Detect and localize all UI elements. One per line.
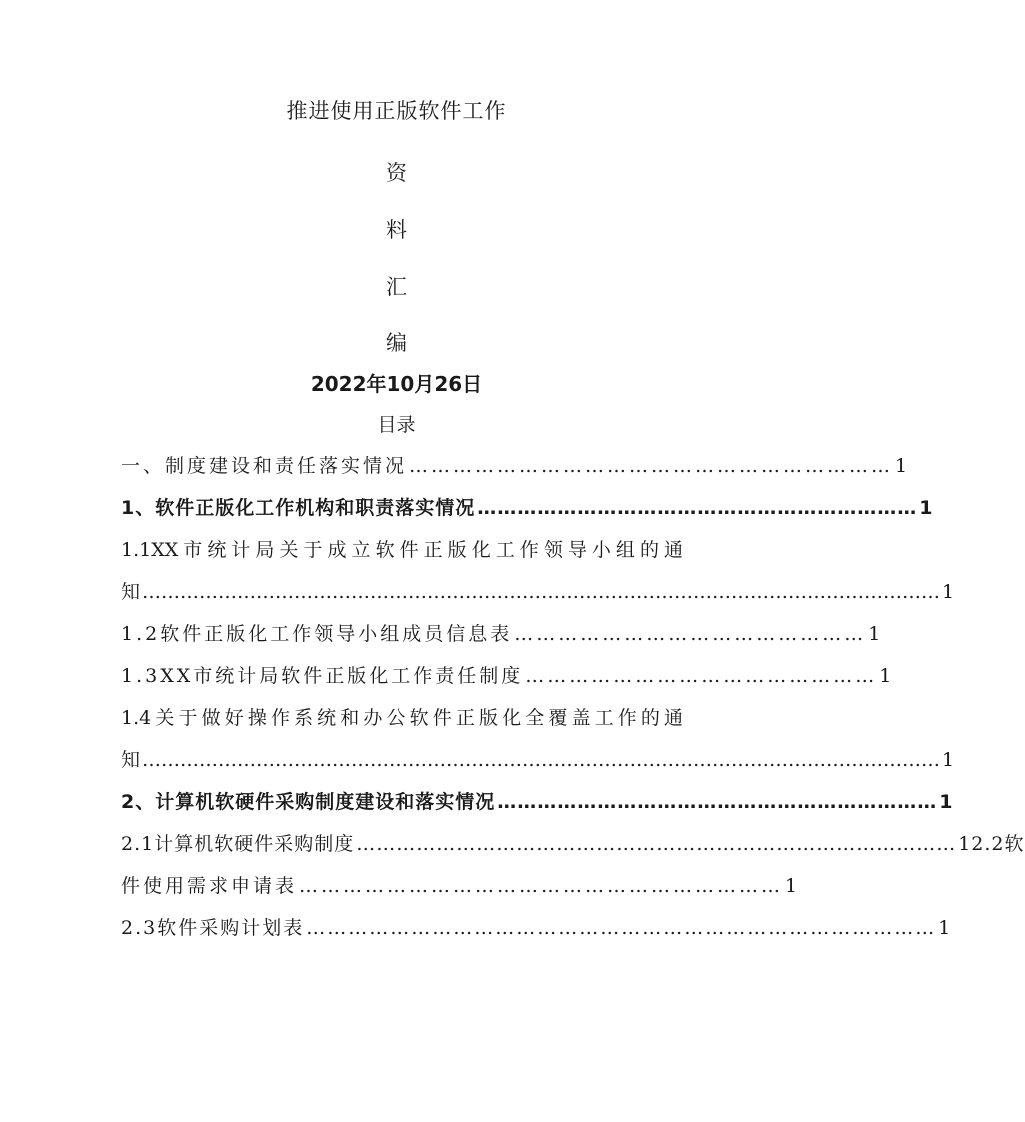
toc-entry [121,789,954,815]
toc-entry-text: 2.1计算机软硬件采购制度 [121,833,355,855]
toc-entry [121,453,911,479]
toc-leader: ……………………………………………………………………………………………………………… [142,749,941,771]
toc-leader: ………………………………………… [514,623,867,645]
toc-entry-text: 知 [121,581,141,603]
toc-heading: 目录 [377,414,416,436]
toc-entry [121,621,884,647]
toc-entry-text: 1、软件正版化工作机构和职责落实情况 [121,497,476,519]
toc-entry [121,705,683,731]
toc-entry [121,579,955,605]
toc-entry-text: 1.2软件正版化工作领导小组成员信息表 [121,623,513,645]
toc-entry [121,495,934,521]
cover-vertical-char-1: 资 [386,161,407,185]
cover-date: 2022年10月26日 [310,372,483,396]
toc-entry [121,663,895,689]
toc-entry-page: 1 [868,623,884,645]
toc-entry-page: 1 [879,665,895,687]
toc-entry [121,747,955,773]
toc-leader: ………………………………………… [525,665,878,687]
toc-leader: ………………………………………………………… [497,791,938,813]
toc-entry-text: 1.3XX市统计局软件正版化工作责任制度 [121,665,524,687]
toc-entry-text: 1.1XX市统计局关于成立软件正版化工作领导小组的通 [121,539,683,561]
toc-leader: ………………………………………………………… [409,455,894,477]
toc-entry-text: 知 [121,749,141,771]
toc-entry [121,831,1025,857]
toc-entry-page: 1 [919,497,934,519]
toc-leader: ………………………………………………………… [299,875,784,897]
toc-leader: ……………………………………………………………………………… [306,917,937,939]
toc-entry-page: 1 [942,581,955,603]
toc-entry-page: 1 [939,791,954,813]
toc-entry-page: 12.2软 [958,833,1025,855]
toc-leader: ……………………………………………………………………………………………………………… [142,581,941,603]
toc-entry-text: 一、制度建设和责任落实情况 [121,455,408,477]
toc-entry [121,915,953,941]
toc-leader: ………………………………………………………… [477,497,918,519]
toc-entry-page: 1 [895,455,911,477]
toc-entry [121,873,801,899]
cover-title: 推进使用正版软件工作 [286,99,507,123]
toc-entry-text: 件使用需求申请表 [121,875,298,897]
toc-entry [121,537,683,563]
cover-vertical-char-3: 汇 [386,275,407,299]
toc-entry-text: 2.3软件采购计划表 [121,917,305,939]
cover-vertical-char-4: 编 [386,331,407,355]
toc-leader: ……………………………………………………………………………… [356,833,957,855]
toc-entry-page: 1 [785,875,801,897]
toc-entry-text: 1.4关于做好操作系统和办公软件正版化全覆盖工作的通 [121,707,683,729]
toc-entry-page: 1 [942,749,955,771]
toc-entry-text: 2、计算机软硬件采购制度建设和落实情况 [121,791,496,813]
toc-entry-page: 1 [938,917,953,939]
cover-vertical-char-2: 料 [386,218,407,242]
